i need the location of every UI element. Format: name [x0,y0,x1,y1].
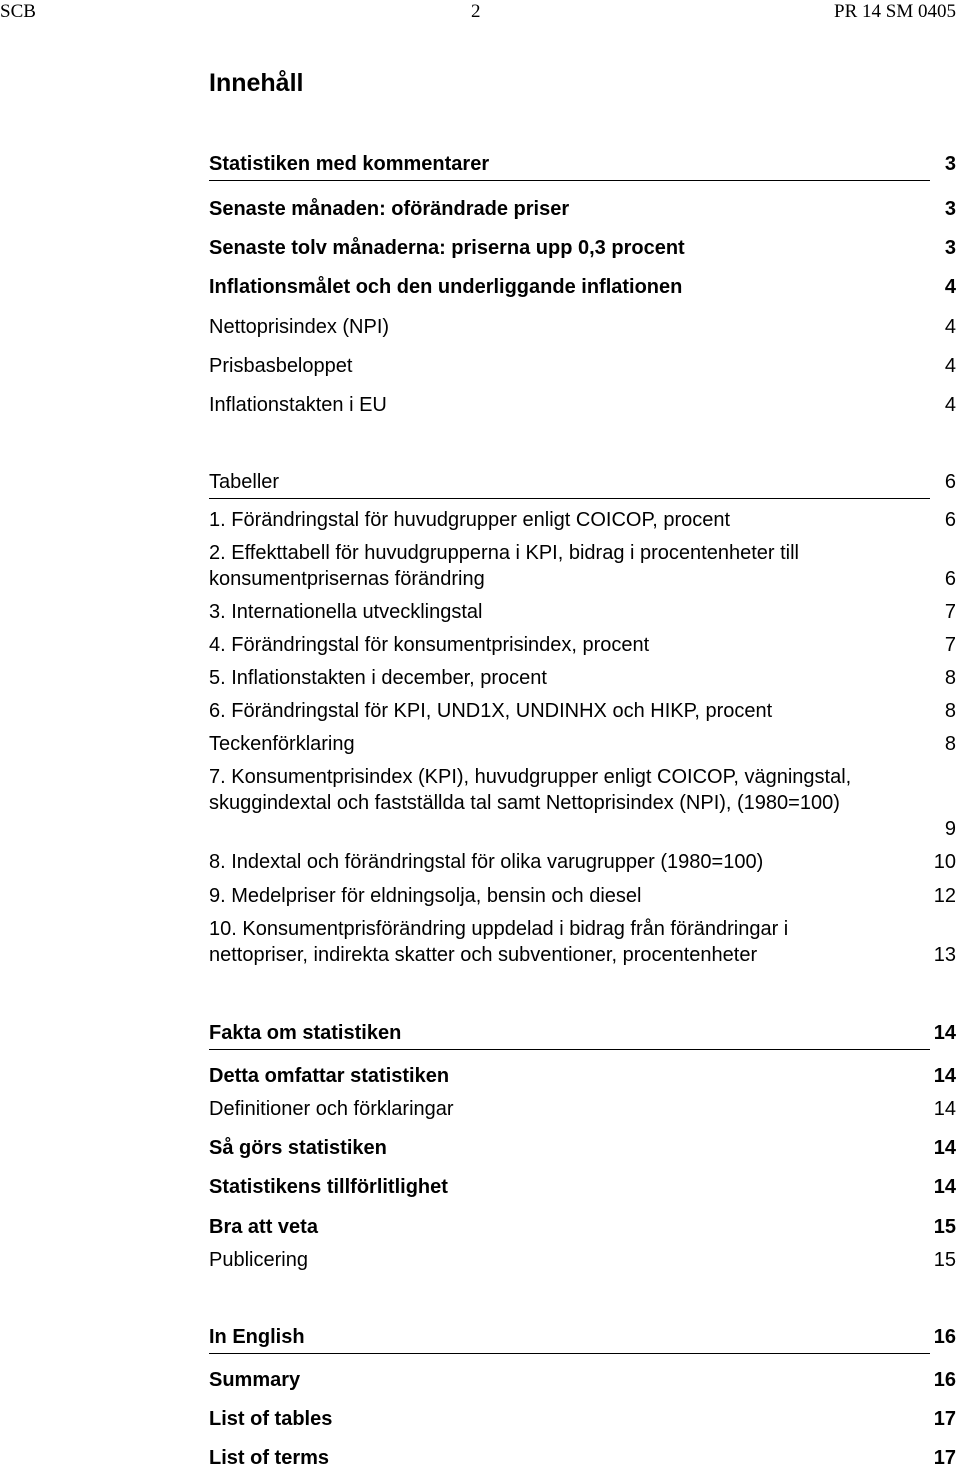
toc-entry-title: 8. Indextal och förändringstal för olika varugrupper (1980=100) [209,851,764,873]
heading-underline [209,180,930,181]
toc-entry-page: 14 [933,1137,956,1159]
toc-entry-title: Inflationsmålet och den underliggande inflationen [209,276,683,298]
toc-entry-title: Definitioner och förklaringar [209,1098,454,1120]
toc-entry-title: 6. Förändringstal för KPI, UND1X, UNDINHX och HIKP, procent [209,700,773,722]
heading-underline [209,1353,930,1354]
toc-entry-page: 7 [944,634,956,656]
toc-entry-title: 4. Förändringstal för konsumentprisindex, procent [209,634,650,656]
page-title: Innehåll [209,69,304,97]
toc-entry-title: Fakta om statistiken [209,1022,402,1044]
toc-entry-page: 16 [933,1326,956,1348]
toc-entry-title: Detta omfattar statistiken [209,1065,450,1087]
toc-entry-title: Statistiken med kommentarer [209,153,490,175]
toc-entry-page: 7 [944,601,956,623]
toc-entry-page: 14 [933,1176,956,1198]
toc-entry-title: 1. Förändringstal för huvudgrupper enligt COICOP, procent [209,509,731,531]
toc-entry-title: 2. Effekttabell för huvudgrupperna i KPI, bidrag i procentenheter till konsumentprisernas förändring [209,542,799,590]
toc-entry-page: 12 [933,885,956,907]
toc-entry-title: 10. Konsumentprisförändring uppdelad i bidrag från förändringar i nettopriser, indirekta skatter och subventioner, procentenheter [209,918,789,966]
toc-entry-page: 8 [944,733,956,755]
toc-entry-title: Bra att veta [209,1216,318,1238]
toc-entry-title: In English [209,1326,305,1348]
toc-entry-title: Publicering [209,1249,308,1271]
toc-entry-title: Så görs statistiken [209,1137,387,1159]
toc-entry-title: Teckenförklaring [209,733,355,755]
toc-entry-page: 15 [933,1216,956,1238]
toc-entry-page: 14 [933,1065,956,1087]
toc-entry-page: 14 [933,1098,956,1120]
toc-entry-page: 16 [933,1369,956,1391]
toc-entry-title: 7. Konsumentprisindex (KPI), huvudgrupper enligt COICOP, vägningstal, skuggindextal och fastställda tal samt Nettoprisindex (NPI), (1980=100) [209,766,852,814]
toc-entry-page: 4 [944,316,956,338]
toc-entry-page: 8 [944,667,956,689]
toc-entry-page: 4 [944,355,956,377]
heading-underline [209,498,930,499]
toc-entry-title: Senaste tolv månaderna: priserna upp 0,3 procent [209,237,685,259]
toc-entry-page: 9 [944,818,956,840]
toc-entry-page: 3 [944,153,956,175]
toc-entry-page: 3 [944,237,956,259]
toc-entry-title: 9. Medelpriser för eldningsolja, bensin och diesel [209,885,642,907]
toc-entry-title: Tabeller [209,471,280,493]
toc-entry-title: 3. Internationella utvecklingstal [209,601,483,623]
toc-entry-page: 10 [933,851,956,873]
toc-entry-page: 6 [944,509,956,531]
toc-entry-page: 14 [933,1022,956,1044]
toc-entry-page: 15 [933,1249,956,1271]
toc-entry-page: 8 [944,700,956,722]
toc-entry-title: Senaste månaden: oförändrade priser [209,198,570,220]
toc-entry-title: List of tables [209,1408,333,1430]
toc-entry-page: 4 [944,394,956,416]
header-left-label: SCB [0,1,36,22]
toc-entry-page: 4 [944,276,956,298]
heading-underline [209,1049,930,1050]
toc-entry-page: 6 [944,471,956,493]
toc-entry-page: 6 [944,568,956,590]
toc-entry-page: 13 [933,944,956,966]
toc-entry-title: Prisbasbeloppet [209,355,353,377]
document-code: PR 14 SM 0405 [834,1,956,22]
toc-entry-title: List of terms [209,1447,330,1469]
toc-entry-title: Statistikens tillförlitlighet [209,1176,448,1198]
toc-entry-title: Summary [209,1369,301,1391]
toc-entry-title: Nettoprisindex (NPI) [209,316,390,338]
toc-entry-title: Inflationstakten i EU [209,394,387,416]
toc-entry-page: 17 [933,1447,956,1469]
page-number: 2 [471,1,481,22]
toc-entry-page: 17 [933,1408,956,1430]
toc-entry-title: 5. Inflationstakten i december, procent [209,667,547,689]
toc-entry-page: 3 [944,198,956,220]
